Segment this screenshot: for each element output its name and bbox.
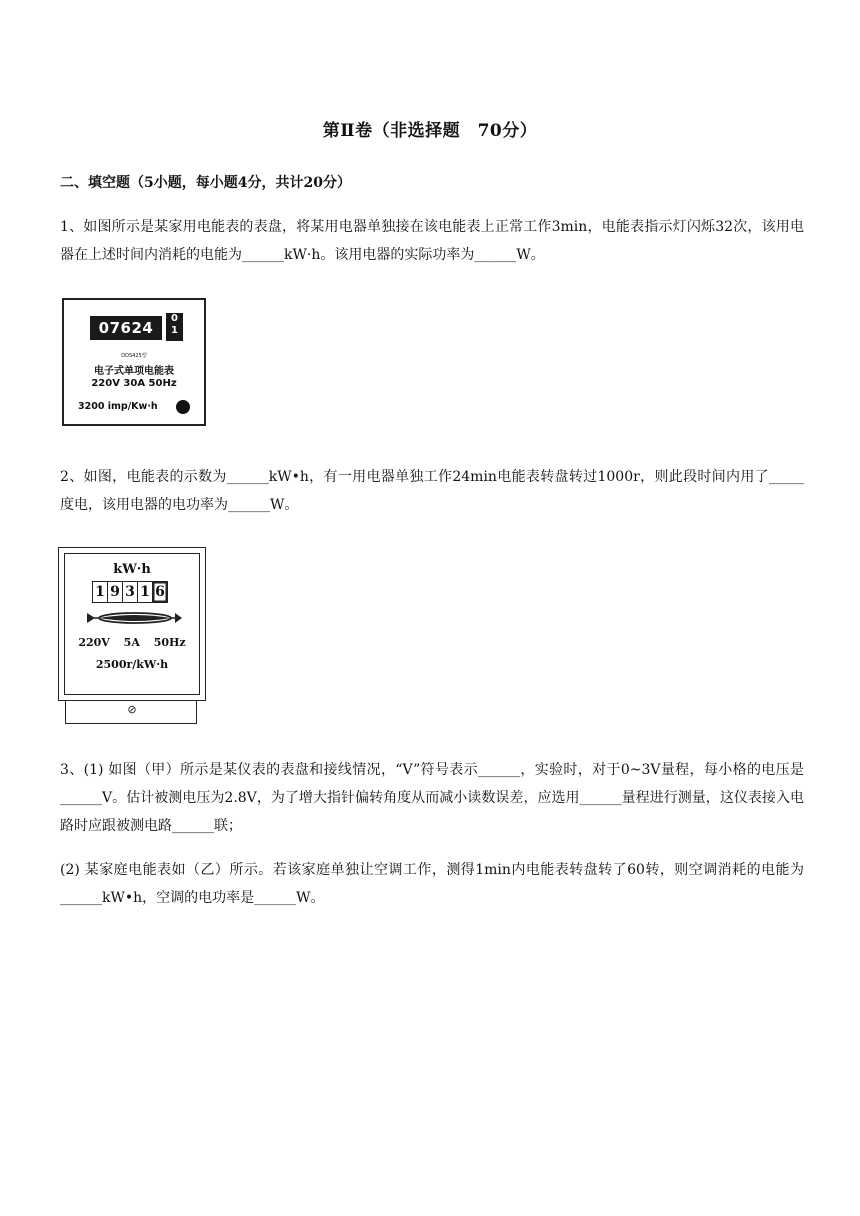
- indicator-light-icon: [176, 400, 190, 414]
- electric-meter-2-figure: [58, 547, 206, 701]
- meter-2-constant: 2500r/kW·h: [95, 658, 169, 671]
- rotating-disc-icon: [85, 610, 183, 626]
- meter-2-unit: kW·h: [113, 562, 151, 577]
- meter-2-counter: [92, 581, 168, 603]
- meter-2-digit: 1: [93, 582, 108, 602]
- meter-2-digit: 3: [123, 582, 138, 602]
- meter-2-terminal-box: [65, 701, 197, 724]
- meter-1-model: DDS425型: [121, 353, 147, 359]
- question-3-part-1-text: 3、(1) 如图（甲）所示是某仪表的表盘和接线情况，“V”符号表示______，实验时，对于0~3V量程，每小格的电压是______V。估计被测电压为2.8V，为了增大指针偏转角度从而减小读数误差，应选用______量程进行测量，这仪表接入电路时应跟被测电路______联；: [60, 762, 804, 834]
- terminal-screw-icon: ⊘: [127, 703, 137, 716]
- question-1-text: 1、如图所示是某家用电能表的表盘，将某用电器单独接在该电能表上正常工作3min，电能表指示灯闪烁32次，该用电器在上述时间内消耗的电能为______kW·h。该用电器的实际功率为______W。: [60, 219, 804, 263]
- meter-2-digit-decimal: 6: [153, 582, 167, 602]
- meter-2-rating: 220V 5A 50Hz: [78, 636, 186, 649]
- meter-1-constant: 3200 imp/Kw·h: [78, 401, 158, 412]
- section-heading: 二、填空题（5小题，每小题4分，共计20分）: [60, 175, 351, 191]
- meter-1-reading: 07624: [90, 316, 162, 340]
- electric-meter-1-figure: [62, 298, 206, 426]
- meter-1-name: 电子式单项电能表: [94, 366, 174, 377]
- question-2-text: 2、如图，电能表的示数为______kW•h，有一用电器单独工作24min电能表转盘转过1000r，则此段时间内用了_____度电，该用电器的电功率为______W。: [60, 469, 804, 513]
- meter-2-digit: 9: [108, 582, 123, 602]
- meter-1-rating: 220V 30A 50Hz: [91, 378, 177, 389]
- meter-2-face: [64, 553, 200, 695]
- question-3-part-2-text: (2) 某家庭电能表如（乙）所示。若该家庭单独让空调工作，测得1min内电能表转盘转了60转，则空调消耗的电能为______kW•h，空调的电功率是______W。: [60, 862, 804, 906]
- meter-1-decimal-digit: 0 1: [166, 313, 183, 341]
- meter-2-digit: 1: [138, 582, 153, 602]
- page-title: 第Ⅱ卷（非选择题 70分）: [322, 121, 538, 141]
